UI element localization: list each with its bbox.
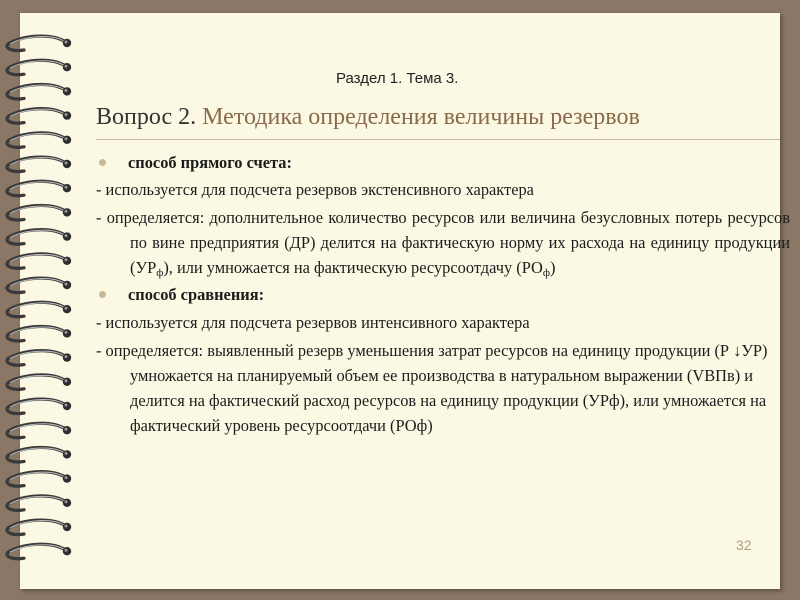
method1-sub1: ф	[156, 267, 164, 279]
binding-ring	[7, 351, 71, 365]
binding-ring	[7, 60, 71, 74]
slide-content	[96, 150, 790, 438]
page-title	[96, 104, 640, 131]
method1-definition-a: - определяется: дополнительное количество ресурсов или величина безусловных потерь ресурсов по вине предприятия (ДР) делится на фактическую норму их расхода на единицу продукции (УР	[96, 208, 790, 277]
binding-ring	[7, 36, 71, 50]
page-number: 32	[736, 537, 752, 553]
binding-ring	[7, 399, 71, 413]
title-divider	[96, 139, 780, 140]
title-prefix: Вопрос 2.	[96, 104, 197, 130]
method1-usage: - используется для подсчета резервов экстенсивного характера	[96, 180, 534, 199]
binding-ring	[7, 157, 71, 171]
binding-ring	[7, 205, 71, 219]
binding-ring	[7, 302, 71, 316]
binding-ring	[7, 133, 71, 147]
title-accent: Методика определения величины резервов	[202, 104, 640, 130]
method2-usage: - используется для подсчета резервов интенсивного характера	[96, 313, 530, 332]
spiral-binding	[0, 0, 80, 600]
binding-ring	[7, 326, 71, 340]
binding-ring	[7, 496, 71, 510]
binding-ring	[7, 254, 71, 268]
binding-ring	[7, 230, 71, 244]
method2-heading	[96, 282, 774, 307]
section-label: Раздел 1. Тема 3.	[336, 70, 459, 87]
method1-heading	[96, 150, 774, 175]
binding-ring	[7, 472, 71, 486]
method2-definition: - определяется: выявленный резерв уменьшения затрат ресурсов на единицу продукции (Р ↓УР) умножается на планируемый объем ее производства в натуральном выражении (VВПв) и делится на фактический расход ресурсов на единицу продукции (УРф), или умножается на фактический уровень ресурсоотдачи (РОф)	[96, 341, 768, 435]
binding-ring	[7, 84, 71, 98]
binding-ring	[7, 447, 71, 461]
binding-ring	[7, 544, 71, 558]
method1-definition	[96, 205, 790, 280]
method1-definition-c: )	[550, 258, 556, 277]
binding-ring	[7, 375, 71, 389]
method1-heading-text: способ прямого счета:	[128, 153, 292, 172]
bullet-icon	[99, 159, 106, 166]
method1-sub2: ф	[542, 267, 551, 279]
binding-ring	[7, 423, 71, 437]
binding-ring	[7, 181, 71, 195]
method2-heading-text: способ сравнения:	[128, 285, 265, 304]
binding-ring	[7, 278, 71, 292]
bullet-icon	[99, 291, 106, 298]
binding-ring	[7, 520, 71, 534]
binding-ring	[7, 109, 71, 123]
method1-definition-b: ), или умножается на фактическую ресурсоотдачу (РО	[163, 258, 543, 277]
